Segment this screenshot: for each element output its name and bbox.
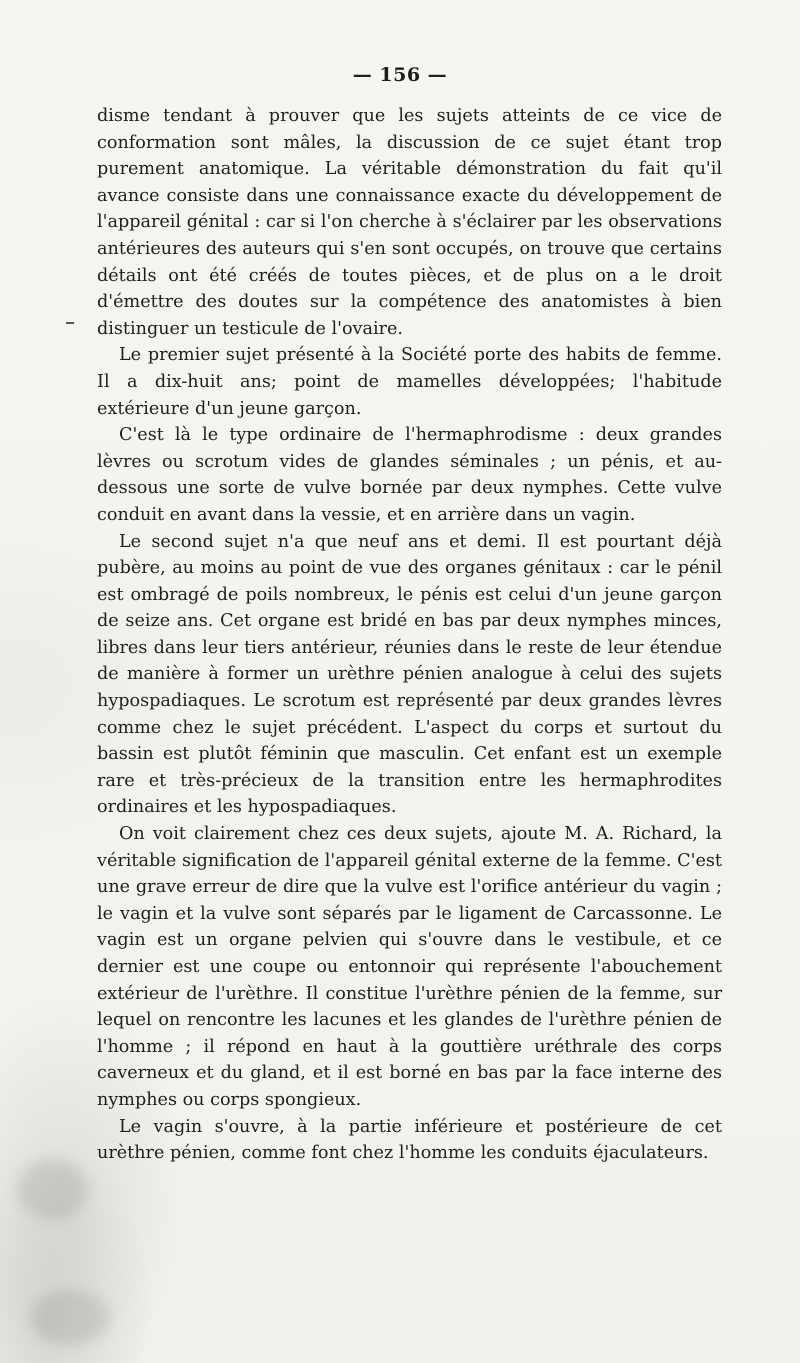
paragraph-5: On voit clairement chez ces deux sujets, ajoute M. A. Richard, la véritable signification de l'appareil génital externe de la femme. C'est une grave erreur de dire que la vulve est l'orifice antérieur du vagin ; le vagin et la vulve sont séparés par le ligament de Carcassonne. Le vagin est un organe pelvien qui s'ouvre dans le vestibule, et ce dernier est une coupe ou entonnoir qui représente l'abouchement extérieur de l'urèthre. Il constitue l'urèthre pénien de la femme, sur lequel on rencontre les lacunes et les glandes de l'urèthre pénien de l'homme ; il répond en haut à la gouttière uréthrale des corps caverneux et du gland, et il est borné en bas par la face interne des nymphes ou corps spongieux. <box>97 824 722 1110</box>
stain-mark <box>18 1160 88 1220</box>
margin-mark <box>66 322 74 324</box>
paragraph-2: Le premier sujet présenté à la Société porte des habits de femme. Il a dix-huit ans; point de mamelles développées; l'habitude extérieure d'un jeune garçon. <box>97 345 722 419</box>
stain-mark <box>30 1290 110 1345</box>
paragraph-3: C'est là le type ordinaire de l'hermaphrodisme : deux grandes lèvres ou scrotum vides de glandes séminales ; un pénis, et au-dessous une sorte de vulve bornée par deux nymphes. Cette vulve conduit en avant dans la vessie, et en arrière dans un vagin. <box>97 425 722 525</box>
body-text <box>97 103 722 1167</box>
paragraph-1: disme tendant à prouver que les sujets atteints de ce vice de conformation sont mâles, la discussion de ce sujet étant trop purement anatomique. La véritable démonstration du fait qu'il avance consiste dans une connaissance exacte du développement de l'appareil génital : car si l'on cherche à s'éclairer par les observations antérieures des auteurs qui s'en sont occupés, on trouve que certains détails ont été créés de toutes pièces, et de plus on a le droit d'émettre des doutes sur la compétence des anatomistes à bien distinguer un testicule de l'ovaire. <box>97 106 722 339</box>
paragraph-6: Le vagin s'ouvre, à la partie inférieure et postérieure de cet urèthre pénien, comme font chez l'homme les conduits éjaculateurs. <box>97 1116 722 1164</box>
page-number: — 156 — <box>352 64 448 86</box>
paragraph-4: Le second sujet n'a que neuf ans et demi. Il est pourtant déjà pubère, au moins au point de vue des organes génitaux : car le pénil est ombragé de poils nombreux, le pénis est celui d'un jeune garçon de seize ans. Cet organe est bridé en bas par deux nymphes minces, libres dans leur tiers antérieur, réunies dans le reste de leur étendue de manière à former un urèthre pénien analogue à celui des sujets hypospadiaques. Le scrotum est représenté par deux grandes lèvres comme chez le sujet précédent. L'aspect du corps et surtout du bassin est plutôt féminin que masculin. Cet enfant est un exemple rare et très-précieux de la transition entre les hermaphrodites ordinaires et les hypospadiaques. <box>97 531 722 818</box>
